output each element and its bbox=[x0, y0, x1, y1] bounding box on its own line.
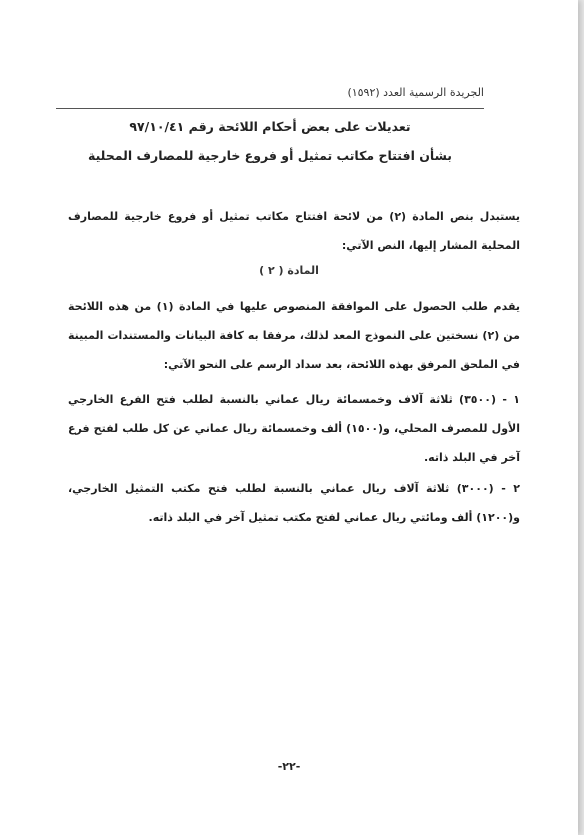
gazette-header: الجريدة الرسمية العدد (١٥٩٢) bbox=[347, 86, 484, 99]
article-item-2: ٢ - (٣٠٠٠) ثلاثة آلاف ريال عماني بالنسبة لطلب فتح مكتب التمثيل الخارجي، و(١٢٠٠) ألف ومائتي ريال عماني لفتح مكتب تمثيل آخر في البلد ذاته. bbox=[68, 482, 520, 524]
article-body: يقدم طلب الحصول على الموافقة المنصوص عليها في المادة (١) من هذه اللائحة من (٢) نسختين على النموذج المعد لذلك، مرفقا به كافة البيانات والمستندات المبينة في الملحق المرفق بهذه اللائحة، بعد سداد الرسم على النحو الآتي: bbox=[68, 300, 520, 371]
header-divider bbox=[56, 108, 484, 109]
article-heading: المادة ( ٢ ) bbox=[259, 264, 319, 277]
document-subtitle: بشأن افتتاح مكاتب تمثيل أو فروع خارجية للمصارف المحلية bbox=[87, 148, 452, 163]
intro-paragraph: يستبدل بنص المادة (٢) من لائحة افتتاح مكاتب تمثيل أو فروع خارجية للمصارف المحلية المشار إليها، النص الآتي: bbox=[68, 210, 520, 252]
article-item-1: ١ - (٣٥٠٠) ثلاثة آلاف وخمسمائة ريال عماني بالنسبة لطلب فتح الفرع الخارجي الأول للمصرف المحلي، و(١٥٠٠) ألف وخمسمائة ريال عماني عن كل طلب لفتح فرع آخر في البلد ذاته. bbox=[68, 393, 521, 464]
document-title: تعديلات على بعض أحكام اللائحة رقم ٩٧/١٠/٤١ bbox=[129, 119, 411, 134]
page-number: -٢٢- bbox=[277, 760, 301, 773]
